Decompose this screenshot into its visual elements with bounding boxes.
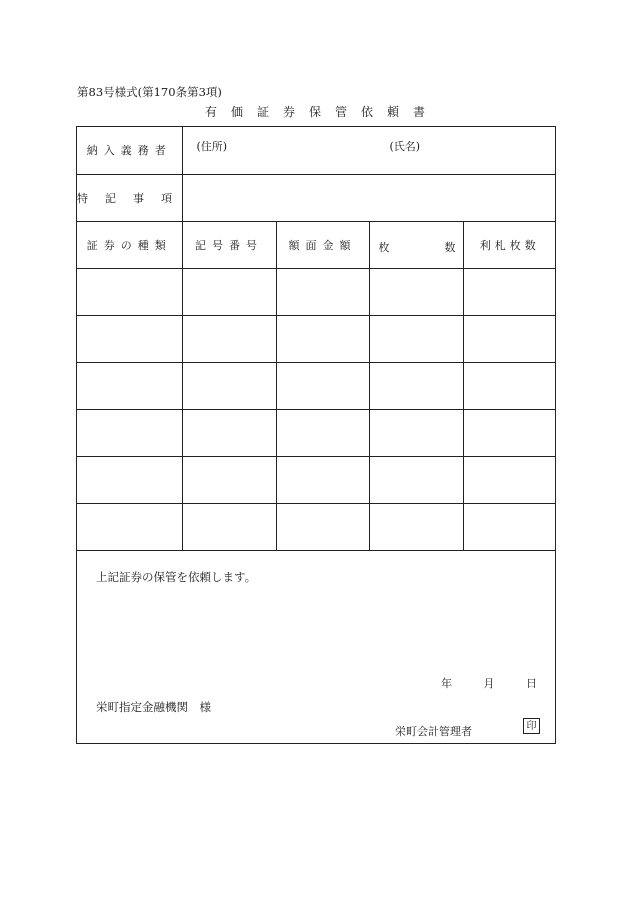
cell-symbol-number[interactable] — [182, 503, 276, 550]
payer-label: 納入義務者 — [77, 127, 182, 174]
cell-symbol-number[interactable] — [182, 456, 276, 503]
col-symbol-number: 記号番号 — [182, 221, 276, 268]
cell-coupon-count[interactable] — [463, 503, 556, 550]
cell-symbol-number[interactable] — [182, 315, 276, 362]
payer-row — [77, 127, 556, 174]
payer-field[interactable] — [182, 127, 556, 174]
cell-count[interactable] — [369, 503, 463, 550]
remarks-field[interactable] — [182, 174, 556, 221]
table-row — [77, 456, 556, 503]
cell-coupon-count[interactable] — [463, 362, 556, 409]
cell-count[interactable] — [369, 456, 463, 503]
col-coupon-count: 利札枚数 — [463, 221, 556, 268]
cell-symbol-number[interactable] — [182, 409, 276, 456]
col-count-char-2: 数 — [444, 240, 456, 254]
column-header-row — [77, 221, 556, 268]
table-row — [77, 362, 556, 409]
col-face-value: 額面金額 — [276, 221, 369, 268]
date-line — [413, 675, 537, 691]
col-count — [369, 221, 463, 268]
cell-type[interactable] — [77, 456, 182, 503]
cell-coupon-count[interactable] — [463, 315, 556, 362]
form-number: 第83号様式(第170条第3項) — [77, 85, 222, 99]
cell-coupon-count[interactable] — [463, 268, 556, 315]
cell-symbol-number[interactable] — [182, 268, 276, 315]
cell-count[interactable] — [369, 362, 463, 409]
year-label: 年 — [441, 677, 452, 690]
table-row — [77, 409, 556, 456]
cell-type[interactable] — [77, 503, 182, 550]
day-label: 日 — [526, 677, 537, 690]
request-text: 上記証券の保管を依頼します。 — [96, 570, 257, 584]
table-row — [77, 268, 556, 315]
cell-type[interactable] — [77, 409, 182, 456]
custody-request-form — [76, 126, 556, 744]
cell-face-value[interactable] — [276, 503, 369, 550]
cell-type[interactable] — [77, 362, 182, 409]
cell-count[interactable] — [369, 315, 463, 362]
address-label: (住所) — [196, 140, 228, 153]
cell-count[interactable] — [369, 409, 463, 456]
form-title: 有価証券保管依頼書 — [204, 105, 439, 119]
col-count-char-1: 枚 — [378, 240, 390, 254]
name-label: (氏名) — [389, 140, 421, 153]
remarks-label: 特記事項 — [77, 174, 182, 221]
cell-face-value[interactable] — [276, 362, 369, 409]
cell-type[interactable] — [77, 268, 182, 315]
cell-coupon-count[interactable] — [463, 409, 556, 456]
securities-table — [77, 127, 556, 551]
cell-symbol-number[interactable] — [182, 362, 276, 409]
recipient: 栄町指定金融機関 様 — [96, 700, 211, 714]
request-section — [77, 553, 555, 743]
table-row — [77, 315, 556, 362]
remarks-row — [77, 174, 556, 221]
col-security-type: 証券の種類 — [77, 221, 182, 268]
cell-coupon-count[interactable] — [463, 456, 556, 503]
table-row — [77, 503, 556, 550]
cell-face-value[interactable] — [276, 315, 369, 362]
cell-face-value[interactable] — [276, 409, 369, 456]
cell-count[interactable] — [369, 268, 463, 315]
seal-mark: 印 — [523, 718, 540, 734]
cell-type[interactable] — [77, 315, 182, 362]
issuer: 栄町会計管理者 — [395, 725, 472, 738]
month-label: 月 — [483, 677, 495, 690]
cell-face-value[interactable] — [276, 268, 369, 315]
cell-face-value[interactable] — [276, 456, 369, 503]
